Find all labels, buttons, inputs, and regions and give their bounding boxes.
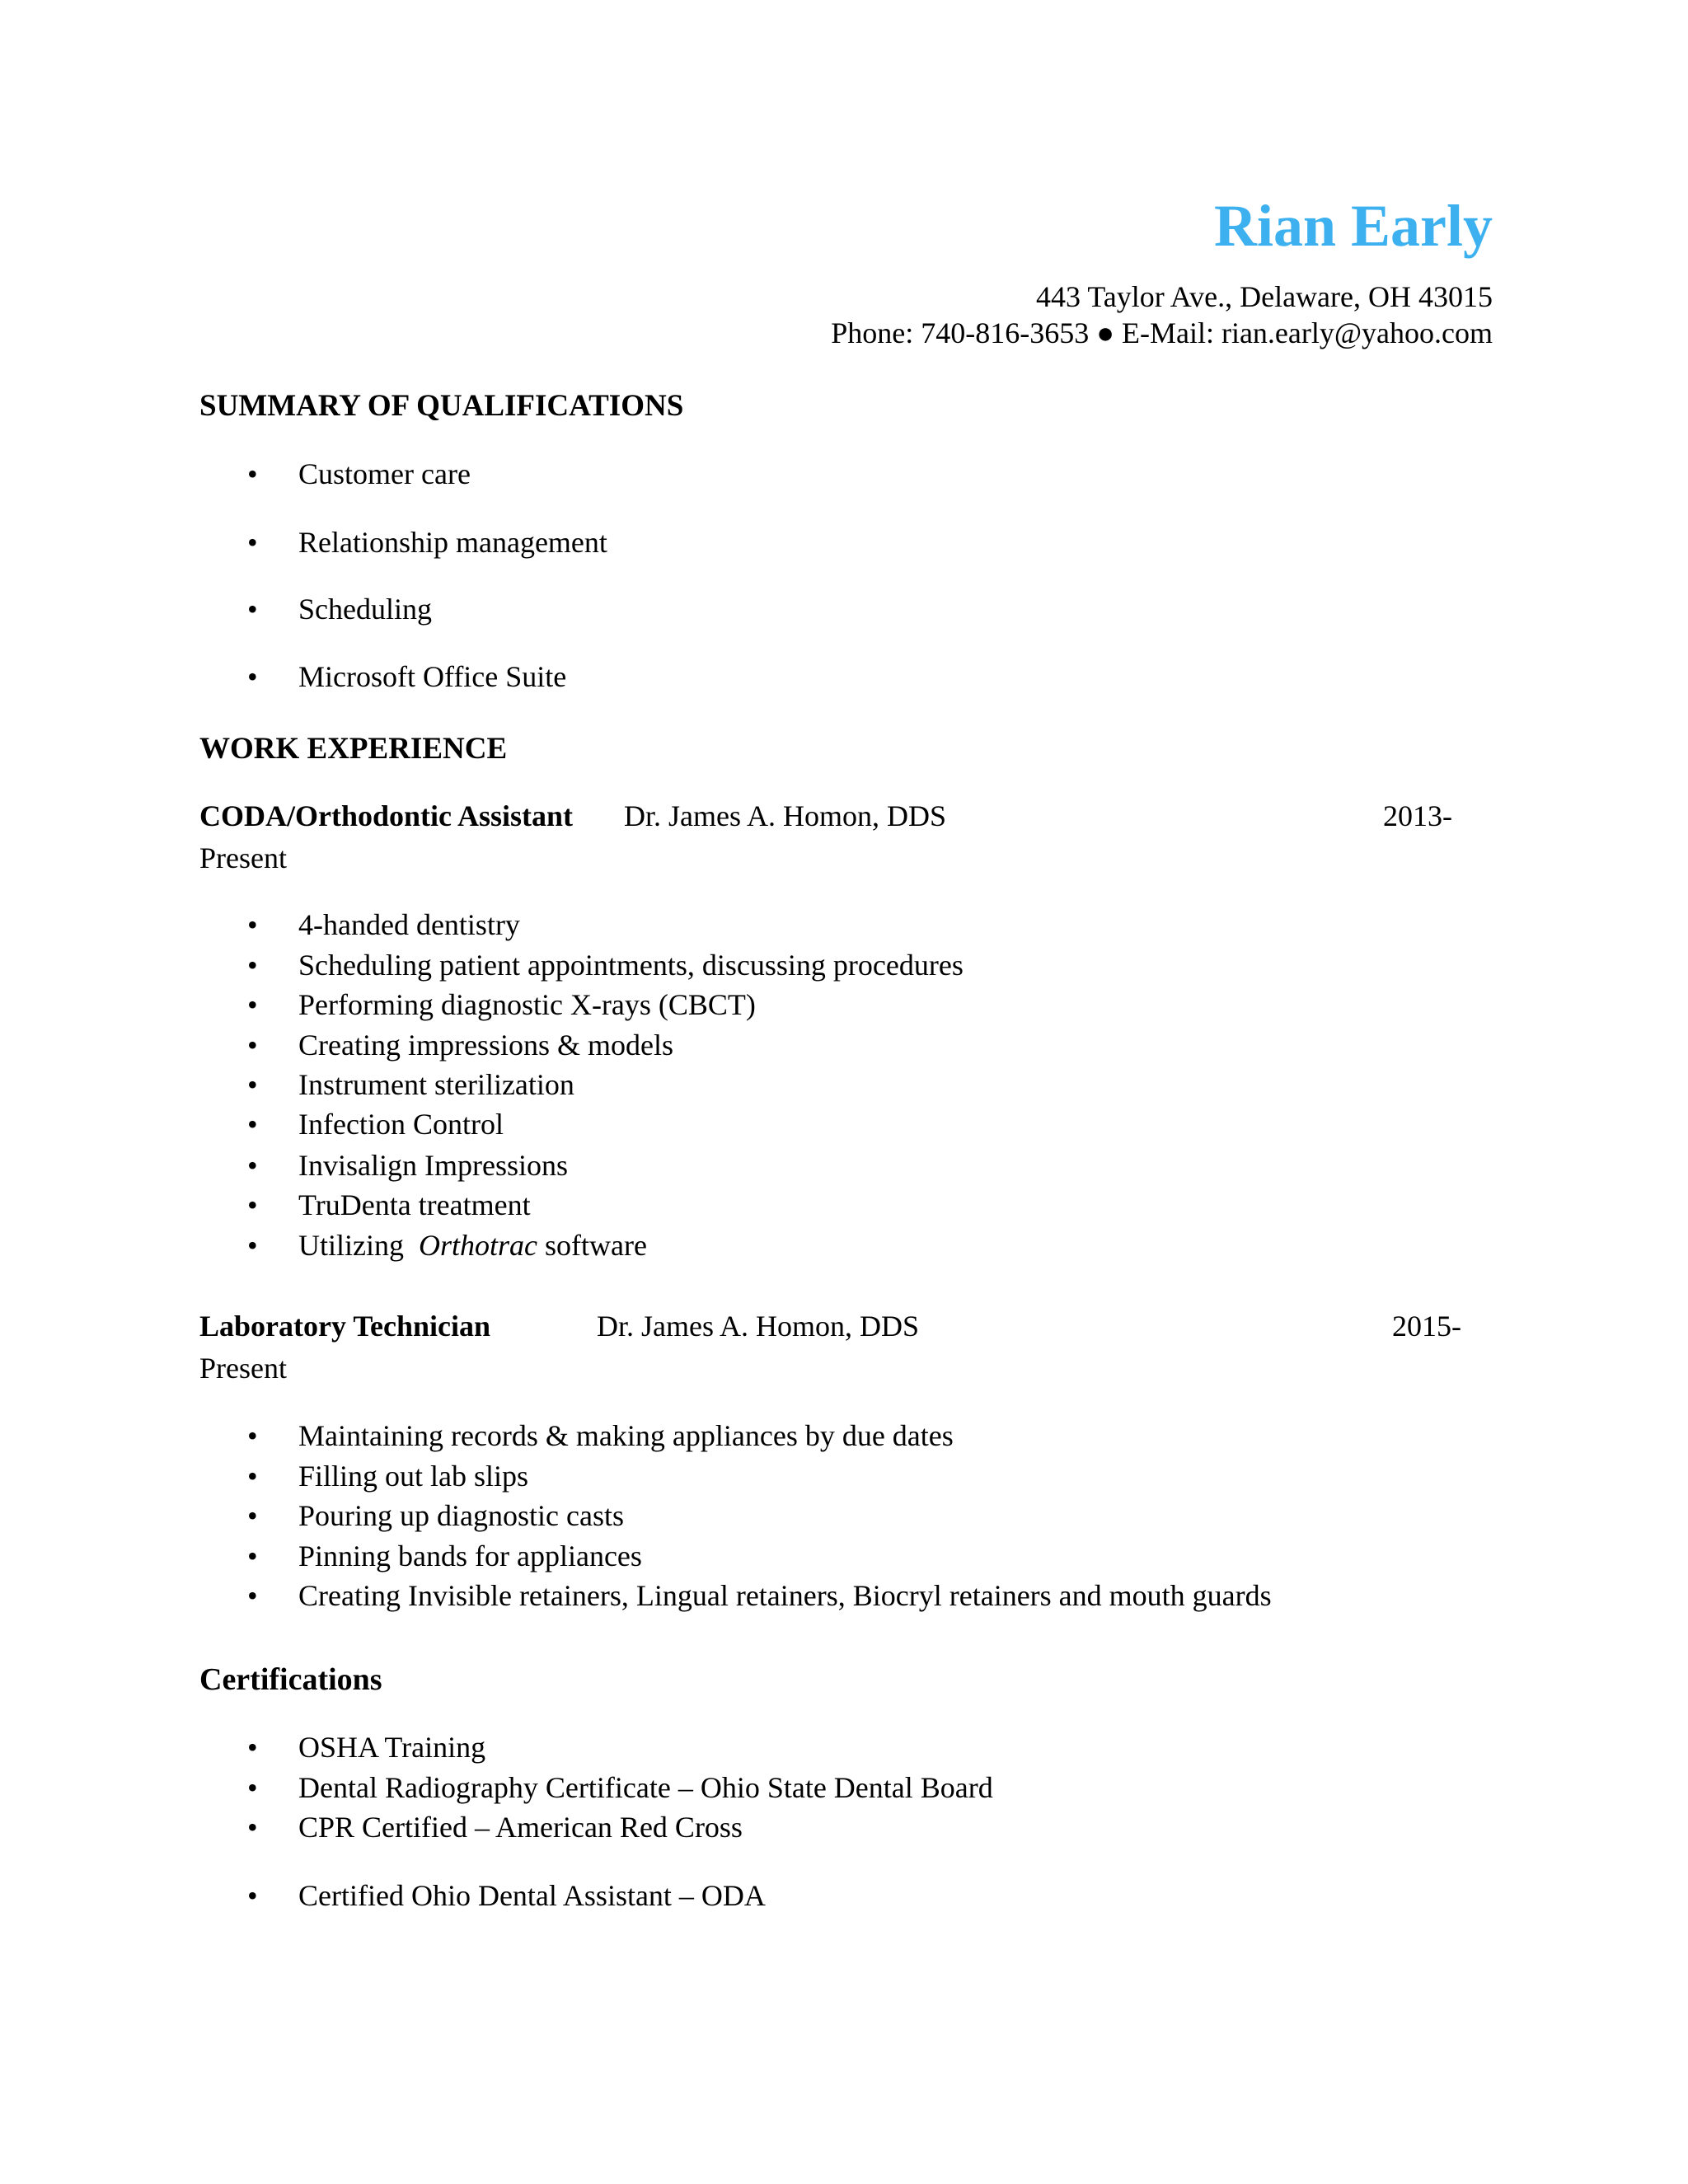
address-line: 443 Taylor Ave., Delaware, OH 43015: [1035, 280, 1493, 313]
bullet-icon: •: [247, 1229, 258, 1262]
duty-item: Instrument sterilization: [298, 1068, 574, 1101]
job-title: CODA/Orthodontic Assistant: [199, 799, 574, 832]
bullet-icon: •: [247, 1540, 258, 1572]
duty-prefix: Utilizing: [298, 1229, 419, 1262]
bullet-icon: •: [247, 526, 258, 559]
summary-item: Scheduling: [298, 593, 432, 626]
duty-item: Invisalign Impressions: [298, 1149, 568, 1182]
bullet-icon: •: [247, 457, 258, 490]
duty-item: Pinning bands for appliances: [298, 1540, 642, 1572]
duty-item: Maintaining records & making appliances by due dates: [298, 1419, 954, 1452]
contact-line: Phone: 740-816-3653 ● E-Mail: rian.early@yahoo.com: [831, 316, 1493, 349]
bullet-icon: •: [247, 1068, 258, 1101]
bullet-icon: •: [247, 1811, 258, 1844]
summary-item: Microsoft Office Suite: [298, 660, 567, 693]
software-name: Orthotrac: [419, 1229, 537, 1262]
bullet-icon: •: [247, 1499, 258, 1532]
job-dates: 2013-: [1383, 799, 1452, 832]
certification-item: Dental Radiography Certificate – Ohio State Dental Board: [298, 1771, 993, 1804]
job-dates: 2015-: [1392, 1310, 1461, 1343]
candidate-name: Rian Early: [1213, 193, 1493, 259]
job-title: Laboratory Technician: [199, 1310, 491, 1343]
bullet-icon: •: [247, 1731, 258, 1764]
duty-item: Creating Invisible retainers, Lingual retainers, Biocryl retainers and mouth guards: [298, 1579, 1272, 1612]
bullet-icon: •: [247, 1879, 258, 1912]
summary-item: Relationship management: [298, 526, 607, 559]
bullet-icon: •: [247, 660, 258, 693]
duty-item: 4-handed dentistry: [298, 908, 520, 941]
summary-item: Customer care: [298, 457, 471, 490]
certifications-heading: Certifications: [199, 1662, 382, 1697]
bullet-icon: •: [247, 1188, 258, 1221]
duty-item: Scheduling patient appointments, discussing procedures: [298, 949, 964, 982]
bullet-icon: •: [247, 1108, 258, 1141]
job-dates-continued: Present: [199, 841, 287, 874]
duty-item: Creating impressions & models: [298, 1029, 673, 1062]
job-employer: Dr. James A. Homon, DDS: [597, 1310, 920, 1343]
duty-item: Infection Control: [298, 1108, 504, 1141]
bullet-icon: •: [247, 1460, 258, 1493]
bullet-icon: •: [247, 908, 258, 941]
duty-item: Filling out lab slips: [298, 1460, 529, 1493]
duty-item: TruDenta treatment: [298, 1188, 531, 1221]
bullet-icon: •: [247, 1149, 258, 1182]
duty-suffix: software: [537, 1229, 647, 1262]
experience-heading: WORK EXPERIENCE: [199, 732, 508, 766]
summary-heading: SUMMARY OF QUALIFICATIONS: [199, 389, 684, 423]
bullet-icon: •: [247, 988, 258, 1021]
certification-item: CPR Certified – American Red Cross: [298, 1811, 743, 1844]
job-employer: Dr. James A. Homon, DDS: [624, 799, 947, 832]
duty-item: Performing diagnostic X-rays (CBCT): [298, 988, 756, 1021]
bullet-icon: •: [247, 1029, 258, 1062]
bullet-icon: •: [247, 949, 258, 982]
bullet-icon: •: [247, 1771, 258, 1804]
certification-item: Certified Ohio Dental Assistant – ODA: [298, 1879, 766, 1912]
bullet-icon: •: [247, 593, 258, 626]
certification-item: OSHA Training: [298, 1731, 486, 1764]
duty-item: Pouring up diagnostic casts: [298, 1499, 624, 1532]
duty-item: [298, 1230, 647, 1260]
bullet-icon: •: [247, 1579, 258, 1612]
bullet-icon: •: [247, 1419, 258, 1452]
job-dates-continued: Present: [199, 1352, 287, 1385]
